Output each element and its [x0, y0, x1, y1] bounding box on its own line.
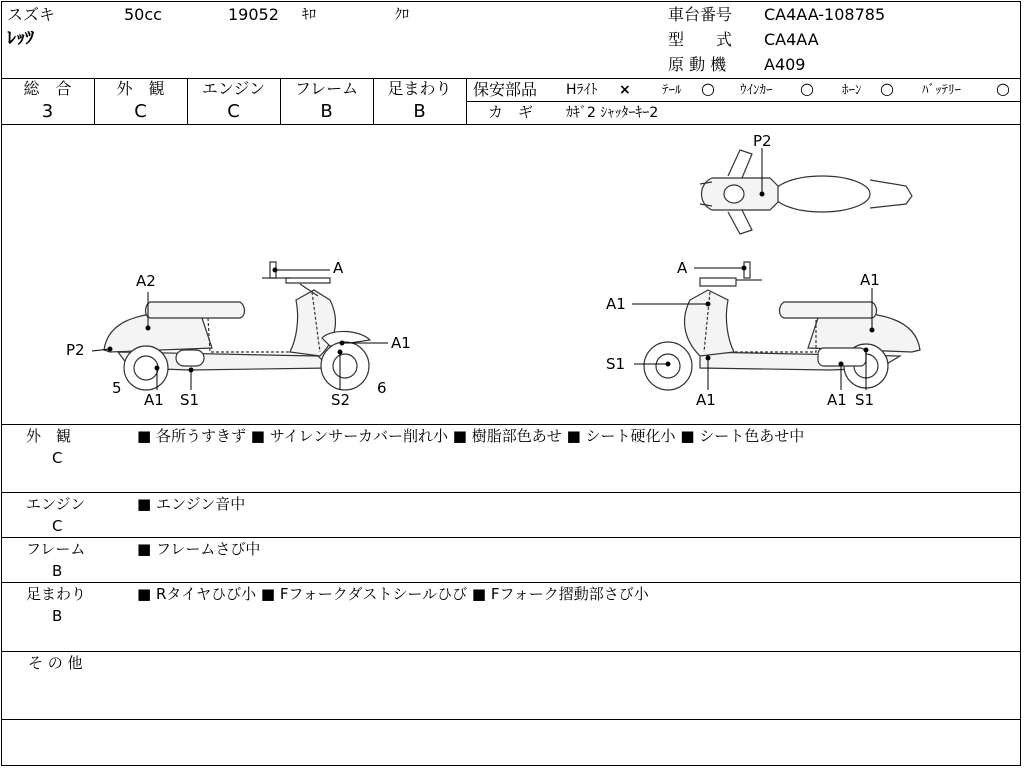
- bullet-icon: [453, 427, 467, 445]
- label-right-a1-mid: A1: [606, 295, 626, 313]
- label-top-p2: P2: [753, 132, 772, 150]
- grade-total: 3: [41, 101, 54, 122]
- scooter-top-view: [700, 150, 912, 234]
- label-left-a2: A2: [136, 272, 156, 290]
- label-left-p2: P2: [66, 341, 85, 359]
- grade-suspension-label: 足まわり: [387, 79, 452, 98]
- grade-exterior: C: [134, 101, 147, 122]
- engine-label: 原 動 機: [668, 55, 727, 74]
- note-suspension-label: 足まわり: [26, 585, 87, 603]
- bullet-icon: [137, 585, 151, 603]
- divider: [1, 424, 1021, 425]
- part-headlight: Hﾗｲﾄ: [566, 82, 598, 98]
- type-value: CA4AA: [764, 30, 819, 49]
- note-item: エンジン音中: [155, 495, 246, 513]
- part-battery-mark: ○: [996, 79, 1010, 98]
- note-item: シート硬化小: [585, 427, 676, 445]
- note-suspension-items: [137, 587, 649, 602]
- note-engine-label: エンジン: [26, 495, 86, 513]
- divider: [1, 492, 1021, 493]
- note-frame-label: フレーム: [26, 540, 86, 558]
- label-left-5: 5: [112, 379, 122, 397]
- grade-frame: B: [320, 101, 333, 122]
- note-frame-items: [137, 542, 260, 557]
- note-exterior-label: 外 観: [26, 427, 72, 445]
- grade-exterior-label: 外 観: [116, 79, 165, 98]
- divider: [1, 537, 1021, 538]
- divider: [1, 582, 1021, 583]
- mileage-unit: ｷﾛ: [302, 7, 316, 23]
- bullet-icon: [137, 540, 151, 558]
- note-exterior-items: [137, 429, 804, 444]
- mileage: 19052: [228, 5, 279, 24]
- model-name: ﾚｯﾂ: [7, 28, 34, 49]
- part-horn-mark: ○: [880, 79, 894, 98]
- label-left-s2: S2: [331, 391, 351, 409]
- bullet-icon: [137, 427, 151, 445]
- note-engine-grade: C: [52, 517, 63, 535]
- label-left-a1-front: A1: [391, 334, 411, 352]
- note-item: 樹脂部色あせ: [471, 427, 562, 445]
- grade-suspension: B: [413, 101, 426, 122]
- divider: [466, 78, 467, 124]
- note-item: Fフォーク摺動部さび小: [490, 585, 649, 603]
- label-left-a: A: [333, 259, 344, 277]
- part-tail: ﾃｰﾙ: [662, 83, 682, 98]
- grade-total-label: 総 合: [23, 79, 72, 98]
- part-winker-mark: ○: [800, 79, 814, 98]
- label-right-s1-rear: S1: [855, 391, 875, 409]
- note-item: 各所うすきず: [155, 427, 246, 445]
- frame-no: CA4AA-108785: [764, 5, 886, 24]
- parts-label: 保安部品: [473, 80, 538, 99]
- label-left-6: 6: [377, 379, 387, 397]
- displacement: 50cc: [124, 5, 162, 24]
- note-suspension-grade: B: [52, 607, 63, 625]
- frame-no-label: 車台番号: [668, 5, 733, 24]
- part-tail-mark: ○: [701, 79, 715, 98]
- label-left-s1: S1: [180, 391, 200, 409]
- note-item: Rタイヤひび小: [155, 585, 257, 603]
- damage-diagram: [0, 124, 1022, 424]
- color: ｸﾛ: [395, 7, 409, 23]
- bullet-icon: [567, 427, 581, 445]
- grade-engine: C: [227, 101, 240, 122]
- note-item: Fフォークダストシールひび: [279, 585, 468, 603]
- key-value: ｶｷﾞ2 ｼｬｯﾀｰｷｰ2: [566, 105, 659, 121]
- note-frame-grade: B: [52, 562, 63, 580]
- bullet-icon: [261, 585, 275, 603]
- part-winker: ｳｲﾝｶｰ: [740, 83, 773, 98]
- bullet-icon: [680, 427, 694, 445]
- label-right-s1-left: S1: [606, 355, 626, 373]
- engine-value: A409: [764, 55, 806, 74]
- grade-engine-label: エンジン: [201, 79, 266, 98]
- grade-frame-label: フレーム: [294, 79, 359, 98]
- type-label: 型 式: [668, 30, 733, 49]
- label-right-a: A: [677, 259, 688, 277]
- part-battery: ﾊﾞｯﾃﾘｰ: [922, 83, 961, 98]
- bullet-icon: [251, 427, 265, 445]
- label-right-a1-rear: A1: [827, 391, 847, 409]
- part-horn: ﾎｰﾝ: [842, 83, 862, 98]
- label-right-a1-top: A1: [860, 271, 880, 289]
- divider: [467, 101, 1021, 102]
- divider: [1, 651, 1021, 652]
- bullet-icon: [137, 495, 151, 513]
- label-right-a1-bottom: A1: [696, 391, 716, 409]
- note-engine-items: [137, 497, 245, 512]
- note-other-label: そ の 他: [28, 654, 83, 672]
- bullet-icon: [472, 585, 486, 603]
- note-item: フレームさび中: [155, 540, 261, 558]
- divider: [1, 719, 1021, 720]
- note-item: シート色あせ中: [699, 427, 805, 445]
- maker: スズキ: [7, 5, 56, 24]
- note-item: サイレンサーカバー削れ小: [269, 427, 449, 445]
- note-exterior-grade: C: [52, 449, 63, 467]
- key-label: カ ギ: [488, 103, 534, 121]
- label-left-a1-bottom: A1: [144, 391, 164, 409]
- part-headlight-mark: ×: [619, 82, 631, 98]
